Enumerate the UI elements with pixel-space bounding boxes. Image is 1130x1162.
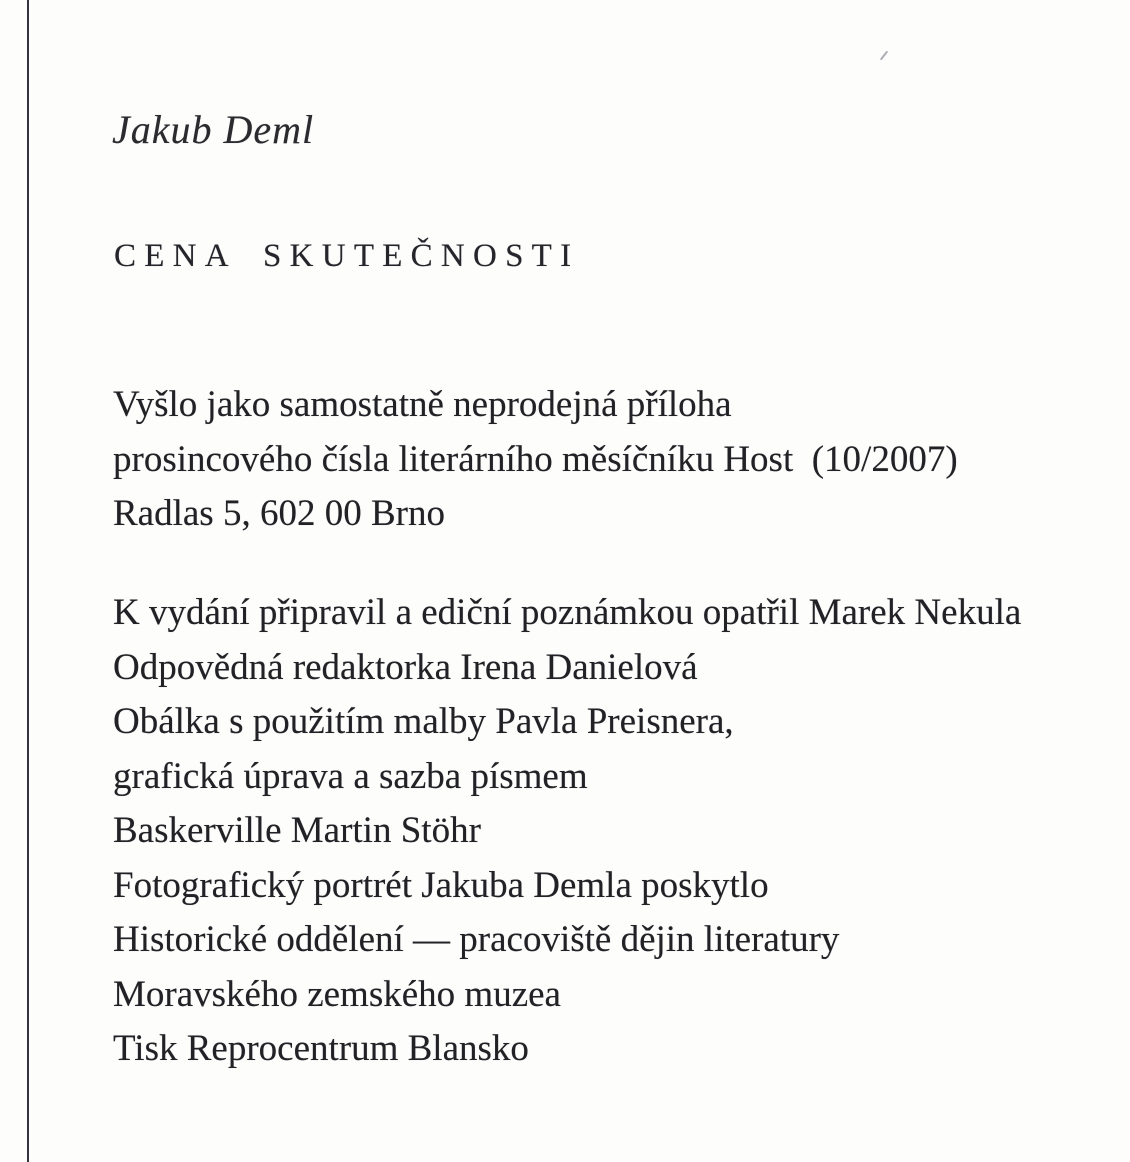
credits-line: Fotografický portrét Jakuba Demla poskytlo bbox=[113, 864, 769, 906]
page-edge-line bbox=[27, 0, 29, 1162]
scan-speck bbox=[880, 51, 888, 61]
credits bbox=[113, 586, 1021, 1077]
publication-info bbox=[113, 378, 958, 542]
credits-line: Moravského zemského muzea bbox=[113, 973, 561, 1015]
credits-line: Historické oddělení — pracoviště dějin literatury bbox=[113, 919, 840, 960]
credits-line: Tisk Reprocentrum Blansko bbox=[113, 1028, 529, 1069]
credits-line: Odpovědná redaktorka Irena Danielová bbox=[113, 646, 698, 688]
book-title: CENA SKUTEČNOSTI bbox=[114, 238, 580, 274]
credits-line: Baskerville Martin Stöhr bbox=[113, 810, 481, 851]
publication-info-line: prosincového čísla literárního měsíčníku Host (10/2007) bbox=[113, 438, 958, 480]
credits-line: Obálka s použitím malby Pavla Preisnera, bbox=[113, 701, 734, 742]
author-name: Jakub Deml bbox=[112, 107, 315, 152]
publication-info-line: Vyšlo jako samostatně neprodejná příloha bbox=[113, 384, 732, 425]
credits-line: grafická úprava a sazba písmem bbox=[113, 755, 588, 797]
credits-line: K vydání připravil a ediční poznámkou opatřil Marek Nekula bbox=[113, 592, 1022, 633]
publication-info-line: Radlas 5, 602 00 Brno bbox=[113, 493, 445, 534]
